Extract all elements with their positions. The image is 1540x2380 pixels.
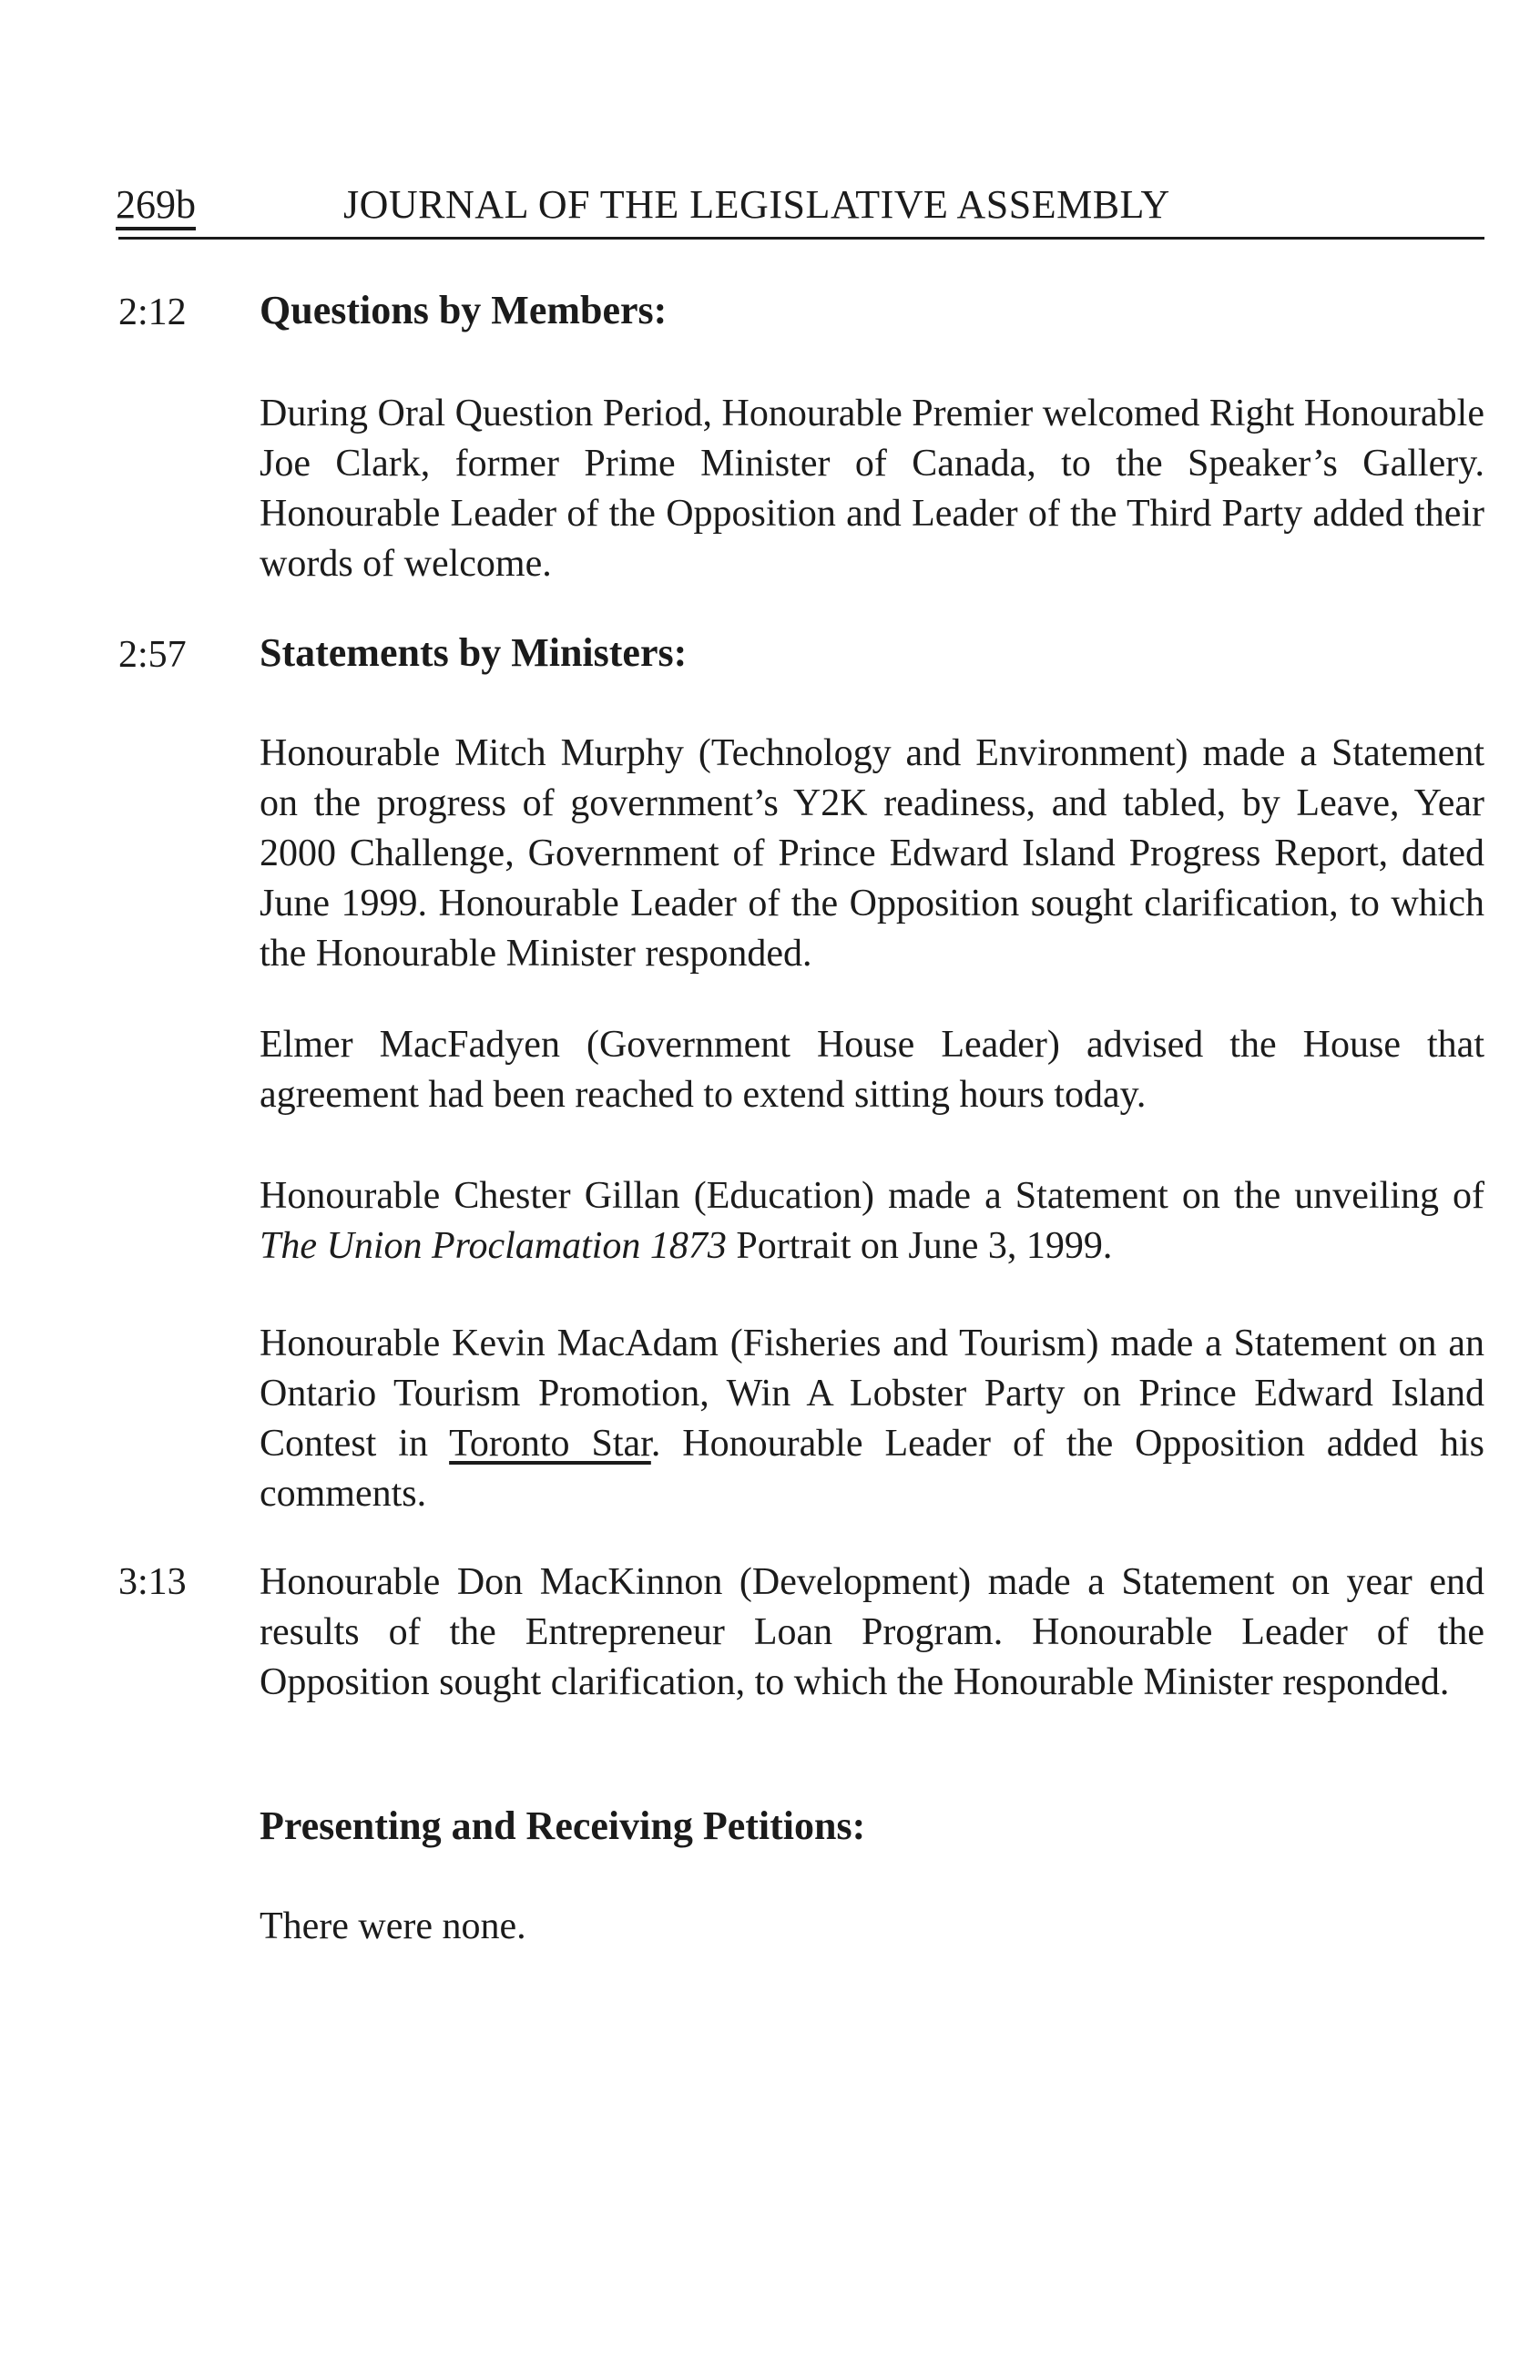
paragraph-macfadyen: Elmer MacFadyen (Government House Leader) advised the House that agreement had been reached to extend sitting hours today. [260, 1024, 1484, 1116]
section-heading-statements: Statements by Ministers: [260, 630, 688, 675]
macadam-text-before: Honourable Kevin MacAdam (Fisheries and Tourism) made a Statement on an Ontario Tourism Promotion, Win A Lobster Party on Prince Edward Island Contest in [260, 1323, 1484, 1465]
entry-time: 2:57 [118, 634, 187, 676]
section-heading-questions: Questions by Members: [260, 288, 668, 332]
page-number: 269b [116, 182, 196, 227]
entry-time: 3:13 [118, 1561, 187, 1603]
header-rule [118, 237, 1484, 240]
paragraph-macadam-statement [260, 1319, 1484, 1519]
paragraph-petitions: There were none. [260, 1905, 526, 1947]
publication-name: Toronto Star [449, 1423, 651, 1465]
section-heading-petitions: Presenting and Receiving Petitions: [260, 1803, 866, 1848]
gillan-text-before: Honourable Chester Gillan (Education) made a Statement on the unveiling of [260, 1175, 1484, 1217]
gillan-text-after: Portrait on June 3, 1999. [726, 1225, 1113, 1267]
entry-time: 2:12 [118, 291, 187, 333]
journal-title: JOURNAL OF THE LEGISLATIVE ASSEMBLY [343, 182, 1170, 227]
portrait-title: The Union Proclamation 1873 [260, 1225, 727, 1267]
paragraph-gillan-statement [260, 1171, 1484, 1272]
macadam-text-after: . Honourable Leader of the Opposition added his comments. [260, 1423, 1485, 1515]
paragraph-questions: During Oral Question Period, Honourable Premier welcomed Right Honourable Joe Clark, former Prime Minister of Canada, to the Speaker’s Gallery. Honourable Leader of the Opposition and Leader of the Third Party added their words of welcome. [260, 393, 1484, 585]
paragraph-mackinnon-statement: Honourable Don MacKinnon (Development) made a Statement on year end results of the Entrepreneur Loan Program. Honourable Leader of the Opposition sought clarification, to which the Honourable Minister responded. [260, 1561, 1484, 1703]
paragraph-murphy-statement: Honourable Mitch Murphy (Technology and Environment) made a Statement on the progress of government’s Y2K readiness, and tabled, by Leave, Year 2000 Challenge, Government of Prince Edward Island Progress Report, dated June 1999. Honourable Leader of the Opposition sought clarification, to which the Honourable Minister responded. [260, 732, 1484, 975]
